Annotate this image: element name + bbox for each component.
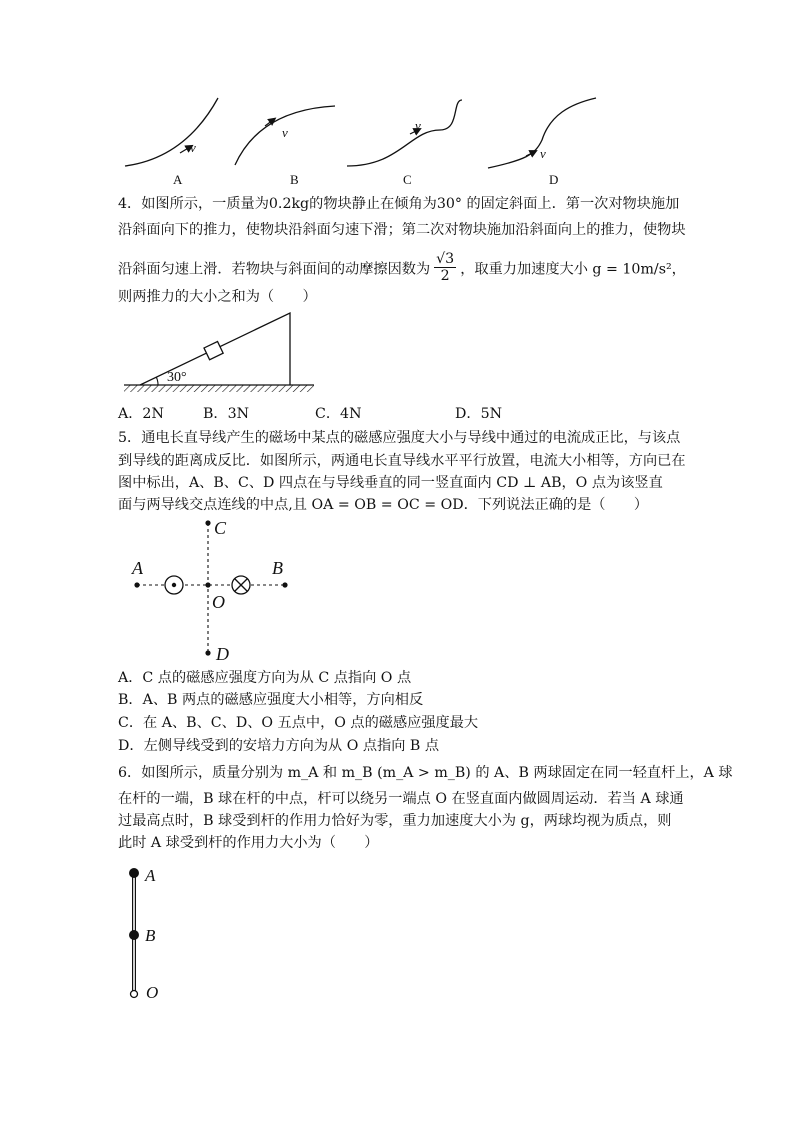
q3-option-d[interactable]: D bbox=[549, 172, 559, 187]
label-ball-b: B bbox=[145, 926, 156, 945]
label-d: D bbox=[216, 644, 229, 664]
q4-text-line3a: 沿斜面匀速上滑．若物块与斜面间的动摩擦因数为 bbox=[118, 261, 431, 278]
q3-option-a[interactable]: A bbox=[173, 172, 183, 187]
label-c: C bbox=[214, 518, 227, 538]
q4-text-line2: 沿斜面向下的推力，使物块沿斜面匀速下滑；第二次对物块施加沿斜面向上的推力，使物块 bbox=[118, 222, 686, 238]
q6-text-line2: 在杆的一端，B 球在杆的中点，杆可以绕另一端点 O 在竖直面内做圆周运动．若当 A 球通 bbox=[118, 791, 684, 807]
fraction-denominator: 2 bbox=[440, 268, 450, 284]
velocity-label-d: v bbox=[540, 146, 546, 161]
angle-label: 30° bbox=[167, 370, 187, 385]
q4-option-d[interactable]: D．5N bbox=[455, 406, 503, 422]
label-pivot-o: O bbox=[146, 983, 159, 1002]
velocity-label-c: v bbox=[415, 118, 421, 133]
q5-option-a[interactable]: A．C 点的磁感应强度方向为从 C 点指向 O 点 bbox=[118, 670, 412, 686]
friction-fraction bbox=[434, 251, 456, 284]
q5-option-c[interactable]: C．在 A、B、C、D、O 五点中，O 点的磁感应强度最大 bbox=[118, 715, 479, 731]
curve-a bbox=[125, 98, 218, 166]
point-b bbox=[282, 582, 287, 587]
q4-option-c[interactable]: C．4N bbox=[315, 406, 362, 422]
q5-text-line1: 5．通电长直导线产生的磁场中某点的磁感应强度大小与导线中通过的电流成正比，与该点 bbox=[118, 430, 681, 446]
angle-arc bbox=[157, 378, 159, 386]
block bbox=[204, 342, 223, 360]
q6-text-line1: 6．如图所示，质量分别为 m_A 和 m_B (m_A > m_B) 的 A、B 两球固定在同一轻直杆上，A 球 bbox=[118, 765, 733, 781]
point-o bbox=[205, 582, 210, 587]
q6-text-line3: 过最高点时，B 球受到杆的作用力恰好为零，重力加速度大小为 g，两球均视为质点，则 bbox=[118, 813, 672, 829]
velocity-label-a: v bbox=[190, 140, 196, 155]
q5-option-d[interactable]: D．左侧导线受到的安培力方向为从 O 点指向 B 点 bbox=[118, 738, 440, 754]
q3-option-c[interactable]: C bbox=[403, 172, 412, 187]
label-ball-a: A bbox=[145, 866, 156, 885]
pivot-o bbox=[131, 991, 138, 998]
ground-hatch bbox=[124, 385, 314, 392]
q5-text-line3: 图中标出，A、B、C、D 四点在与导线垂直的同一竖直面内 CD ⊥ AB，O 点为该竖直 bbox=[118, 475, 663, 491]
label-o: O bbox=[212, 592, 225, 612]
ball-b bbox=[129, 930, 139, 940]
q3-option-b[interactable]: B bbox=[290, 172, 299, 187]
incline-figure bbox=[118, 305, 318, 397]
velocity-label-b: v bbox=[282, 125, 288, 140]
q5-text-line4: 面与两导线交点连线的中点,且 OA = OB = OC = OD．下列说法正确的是（ ） bbox=[118, 497, 649, 513]
q5-text-line2: 到导线的距离成反比．如图所示，两通电长直导线水平平行放置，电流大小相等，方向已在 bbox=[118, 453, 686, 469]
q6-text-line4: 此时 A 球受到杆的作用力大小为（ ） bbox=[118, 835, 379, 851]
q4-text-line3b: ，取重力加速度大小 g = 10m/s²， bbox=[460, 261, 686, 278]
q4-option-b[interactable]: B．3N bbox=[203, 406, 250, 422]
q4-option-a[interactable]: A．2N bbox=[118, 406, 164, 422]
q4-text-line4: 则两推力的大小之和为（ ） bbox=[118, 289, 317, 305]
label-a: A bbox=[132, 558, 143, 578]
fraction-numerator: √3 bbox=[436, 251, 455, 267]
q3-curves-figure bbox=[110, 90, 620, 190]
q5-option-b[interactable]: B．A、B 两点的磁感应强度大小相等，方向相反 bbox=[118, 692, 424, 708]
point-c bbox=[205, 520, 210, 525]
curve-c bbox=[347, 100, 462, 166]
point-d bbox=[205, 650, 210, 655]
q4-text-line1: 4．如图所示，一质量为0.2kg的物块静止在倾角为30° 的固定斜面上．第一次对物块施加 bbox=[118, 196, 680, 212]
ball-a bbox=[129, 868, 139, 878]
point-a bbox=[134, 582, 139, 587]
q4-text-line3 bbox=[118, 253, 686, 286]
label-b: B bbox=[272, 558, 283, 578]
